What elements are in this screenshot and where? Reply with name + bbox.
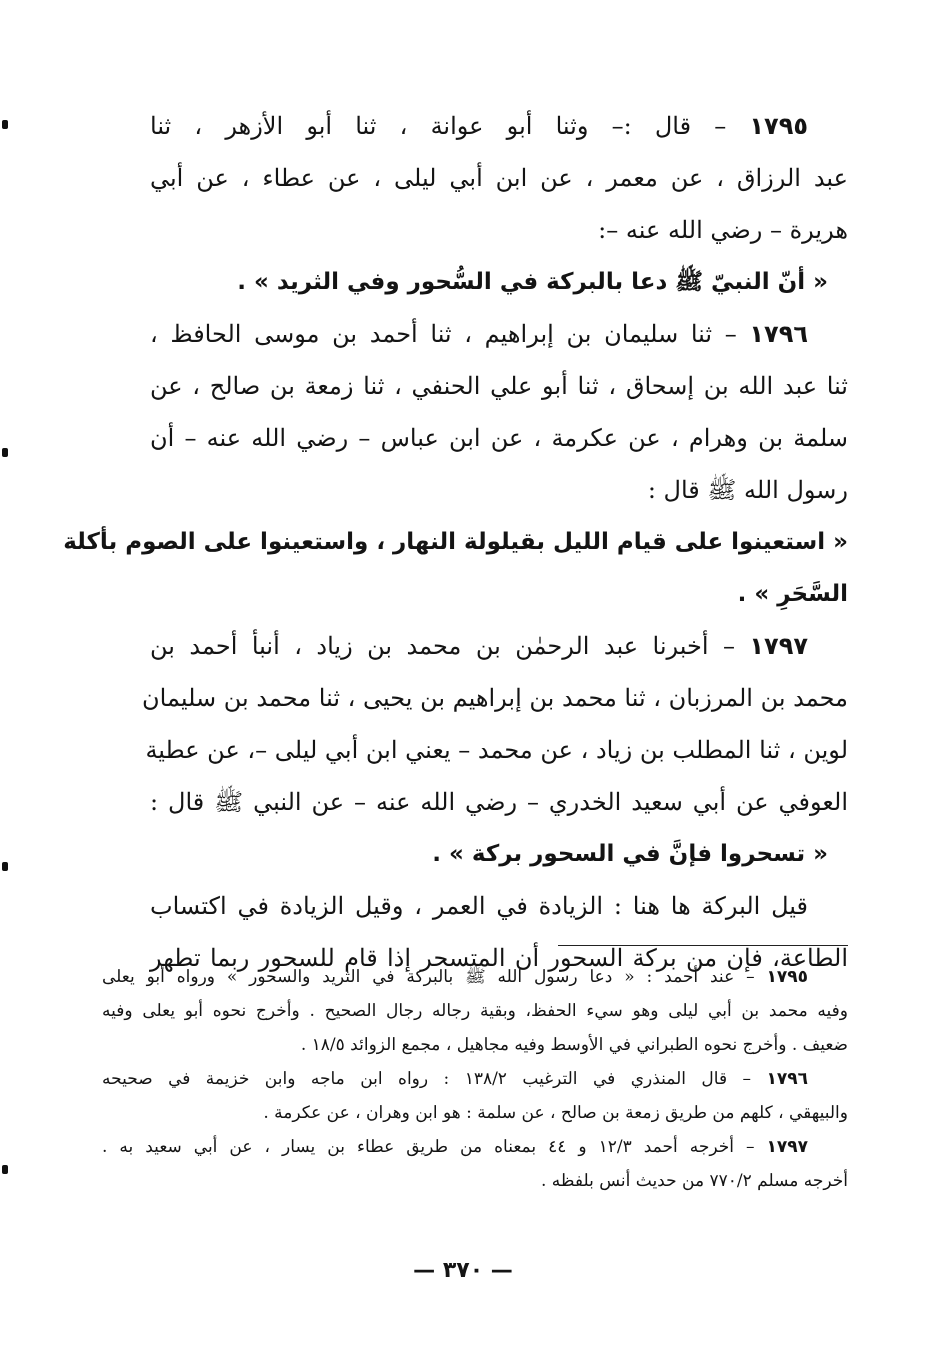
line-text: ضعيف . وأخرج نحوه الطبراني في الأوسط وفيه مجاهيل ، مجمع الزوائد ١٨/٥ . — [300, 1035, 848, 1055]
hadith-text-line — [63, 516, 848, 568]
text-line — [102, 1096, 848, 1130]
line-text: « أنّ النبيّ ﷺ دعا بالبركة في السُّحور وفي الثريد » . — [237, 269, 828, 295]
text-line — [102, 960, 848, 994]
line-text: – أخرجه أحمد ١٢/٣ و ٤٤ بمعناه من طريق عطاء بن يسار ، عن أبي سعيد به . — [102, 1137, 767, 1157]
hadith-text-line — [150, 568, 848, 620]
line-text: عبد الرزاق ، عن معمر ، عن ابن أبي ليلى ، عن عطاء ، عن أبي — [150, 164, 848, 192]
line-text: أخرجه مسلم ٧٧٠/٢ من حديث أنس بلفظه . — [540, 1171, 848, 1191]
line-text: سلمة بن وهرام ، عن عكرمة ، عن ابن عباس – رضي الله عنه – أن — [150, 424, 848, 452]
text-line — [145, 724, 848, 776]
text-line — [150, 204, 848, 256]
line-text: ثنا عبد الله بن إسحاق ، ثنا أبو علي الحنفي ، ثنا زمعة بن صالح ، عن — [150, 372, 848, 400]
hadith-number: ١٧٩٧ — [766, 1137, 808, 1157]
text-line — [102, 1062, 848, 1096]
text-line — [102, 1164, 848, 1198]
line-text: العوفي عن أبي سعيد الخدري – رضي الله عنه – عن النبي ﷺ قال : — [150, 788, 848, 816]
line-text: « تسحروا فإنَّ في السحور بركة » . — [432, 841, 828, 867]
line-text: هريرة – رضي الله عنه –: — [598, 216, 848, 244]
hadith-number: ١٧٩٦ — [749, 320, 808, 348]
line-text: والبيهقي ، كلهم من طريق زمعة بن صالح ، عن سلمة : هو ابن وهران ، عن عكرمة . — [263, 1103, 848, 1123]
hadith-number: ١٧٩٧ — [749, 632, 808, 660]
hadith-text-line — [150, 828, 848, 880]
text-line — [150, 880, 848, 932]
text-line — [150, 464, 848, 516]
hadith-number: ١٧٩٥ — [766, 967, 808, 987]
text-line — [150, 152, 848, 204]
scan-edge-mark — [2, 862, 8, 871]
line-text: قيل البركة ها هنا : الزيادة في العمر ، وقيل الزيادة في اكتساب — [150, 892, 808, 920]
line-text: – عند أحمد : « دعا رسول الله ﷺ بالبركة في الثريد والسحور » ورواه أبو يعلى — [102, 967, 767, 987]
scan-edge-mark — [2, 1165, 8, 1174]
page-number: — ٣٧٠ — — [413, 1258, 513, 1283]
line-text: – قال :– وثنا أبو عوانة ، ثنا أبو الأزهر ، ثنا — [150, 112, 750, 140]
line-text: لوين ، ثنا المطلب بن زياد ، عن محمد – يعني ابن أبي ليلى –، عن عطية — [145, 736, 848, 764]
line-text: رسول الله ﷺ قال : — [647, 476, 848, 504]
scan-edge-mark — [2, 448, 8, 457]
line-text: – ثنا سليمان بن إبراهيم ، ثنا أحمد بن موسى الحافظ ، — [150, 320, 750, 348]
footnotes — [102, 960, 848, 1198]
text-line — [150, 412, 848, 464]
text-line — [102, 1130, 848, 1164]
line-text: – أخبرنا عبد الرحمٰن بن محمد بن زياد ، أنبأ أحمد بن — [150, 632, 750, 660]
text-line — [150, 620, 848, 672]
footnote-divider — [558, 945, 848, 946]
hadith-number: ١٧٩٥ — [749, 112, 808, 140]
line-text: السَّحَرِ » . — [737, 581, 848, 607]
line-text: الطاعة، فإن من بركة السحور أن المتسحر إذا قام للسحور ربما تطهر — [150, 944, 848, 972]
hadith-number: ١٧٩٦ — [766, 1069, 808, 1089]
text-line — [102, 994, 848, 1028]
line-text: « استعينوا على قيام الليل بقيلولة النهار ، واستعينوا على الصوم بأكلة — [63, 529, 848, 555]
hadith-text-line — [150, 256, 848, 308]
line-text: – قال المنذري في الترغيب ١٣٨/٢ : رواه ابن ماجه وابن خزيمة في صحيحه — [102, 1069, 767, 1089]
scan-edge-mark — [2, 120, 8, 129]
text-line — [150, 308, 848, 360]
text-line — [102, 1028, 848, 1062]
line-text: وفيه محمد بن أبي ليلى وهو سيء الحفظ، وبقية رجاله رجال الصحيح . وأخرج نحوه أبو يعلى وفيه — [102, 1001, 848, 1021]
main-text — [63, 100, 848, 984]
text-line — [142, 672, 848, 724]
line-text: محمد بن المرزبان ، ثنا محمد بن إبراهيم بن يحيى ، ثنا محمد بن سليمان — [142, 684, 848, 712]
text-line — [150, 360, 848, 412]
text-line — [150, 776, 848, 828]
text-line — [150, 100, 848, 152]
